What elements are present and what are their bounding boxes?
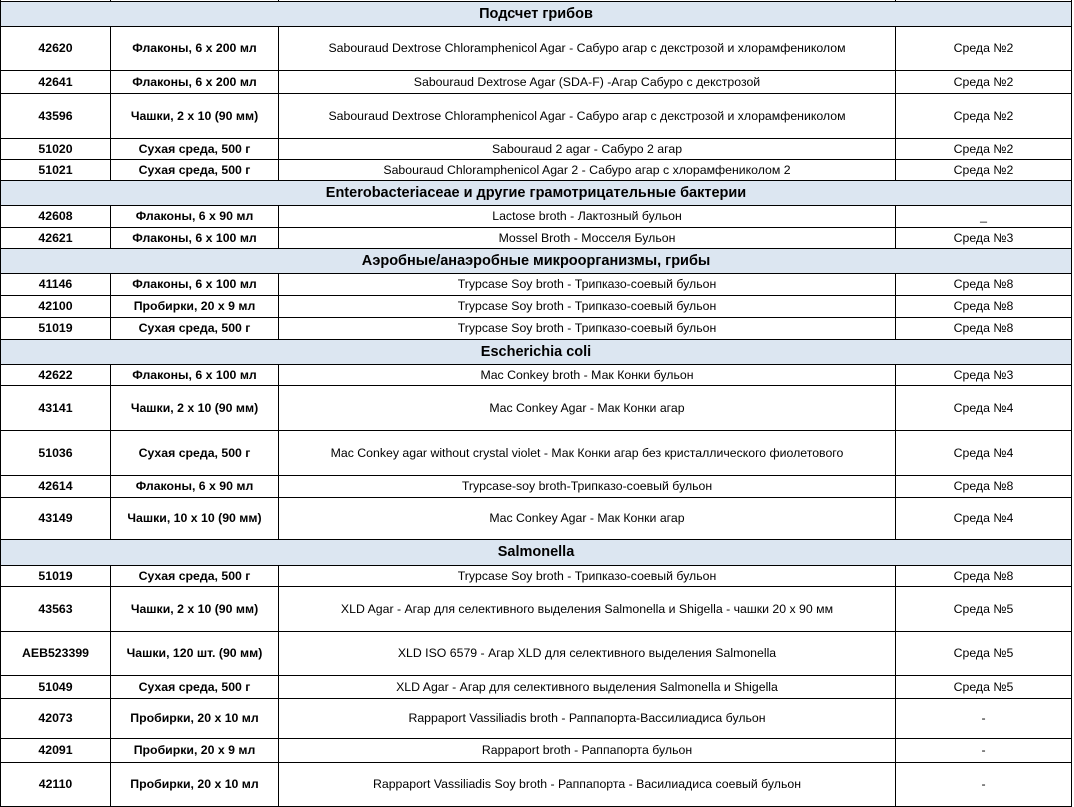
product-name: Sabouraud Dextrose Chloramphenicol Agar - Сабуро агар с декстрозой и хлорамфениколом (279, 93, 896, 138)
product-name: Trypcase Soy broth - Трипказо-соевый бульон (279, 317, 896, 339)
product-name: XLD Agar - Агар для селективного выделения Salmonella и Shigella (279, 675, 896, 698)
section-header (1, 1, 1072, 26)
table-row (1, 159, 1072, 180)
section-title: Аэробные/анаэробные микроорганизмы, грибы (1, 248, 1072, 273)
product-name: Sabouraud 2 agar - Сабуро 2 агар (279, 138, 896, 159)
medium-number: Среда №2 (896, 26, 1072, 70)
table-row (1, 295, 1072, 317)
table-row (1, 93, 1072, 138)
medium-number: _ (896, 205, 1072, 227)
section-title: Enterobacteriaceae и другие грамотрицательные бактерии (1, 180, 1072, 205)
table-row (1, 385, 1072, 430)
medium-number: - (896, 738, 1072, 762)
medium-number: Среда №8 (896, 565, 1072, 586)
section-title: Подсчет грибов (1, 1, 1072, 26)
packaging: Сухая среда, 500 г (111, 317, 279, 339)
product-name: Trypcase Soy broth - Трипказо-соевый бульон (279, 565, 896, 586)
product-code: 43149 (1, 497, 111, 539)
table-row (1, 364, 1072, 385)
medium-number: Среда №2 (896, 159, 1072, 180)
table-row (1, 631, 1072, 675)
product-name: Mac Conkey Agar - Мак Конки агар (279, 385, 896, 430)
table-row (1, 26, 1072, 70)
section-header (1, 248, 1072, 273)
packaging: Флаконы, 6 x 90 мл (111, 475, 279, 497)
product-code: 42620 (1, 26, 111, 70)
medium-number: Среда №8 (896, 475, 1072, 497)
packaging: Флаконы, 6 x 200 мл (111, 70, 279, 93)
product-code: 51019 (1, 317, 111, 339)
product-code: 51019 (1, 565, 111, 586)
product-name: Mac Conkey Agar - Мак Конки агар (279, 497, 896, 539)
product-code: 42614 (1, 475, 111, 497)
section-header (1, 180, 1072, 205)
packaging: Чашки, 2 x 10 (90 мм) (111, 385, 279, 430)
product-name: Rappaport Vassiliadis broth - Раппапорта-Вассилиадиса бульон (279, 698, 896, 738)
packaging: Флаконы, 6 x 90 мл (111, 205, 279, 227)
medium-number: Среда №4 (896, 497, 1072, 539)
product-name: Rappaport Vassiliadis Soy broth - Раппапорта - Василиадиса соевый бульон (279, 762, 896, 806)
medium-number: Среда №8 (896, 317, 1072, 339)
packaging: Чашки, 10 x 10 (90 мм) (111, 497, 279, 539)
packaging: Сухая среда, 500 г (111, 138, 279, 159)
product-name: Sabouraud Dextrose Agar (SDA-F) -Агар Сабуро с декстрозой (279, 70, 896, 93)
product-name: Sabouraud Dextrose Chloramphenicol Agar - Сабуро агар с декстрозой и хлорамфениколом (279, 26, 896, 70)
product-code: 42621 (1, 227, 111, 248)
medium-number: Среда №4 (896, 385, 1072, 430)
product-code: 42622 (1, 364, 111, 385)
product-name: Mossel Broth - Мосселя Бульон (279, 227, 896, 248)
packaging: Флаконы, 6 x 200 мл (111, 26, 279, 70)
table-row (1, 738, 1072, 762)
medium-number: Среда №2 (896, 138, 1072, 159)
product-code: 51020 (1, 138, 111, 159)
packaging: Флаконы, 6 x 100 мл (111, 273, 279, 295)
medium-number: Среда №8 (896, 295, 1072, 317)
table-row (1, 698, 1072, 738)
product-name: Lactose broth - Лактозный бульон (279, 205, 896, 227)
product-name: Mac Conkey broth - Мак Конки бульон (279, 364, 896, 385)
table-row (1, 317, 1072, 339)
table-row (1, 430, 1072, 475)
product-name: Rappaport broth - Раппапорта бульон (279, 738, 896, 762)
table-row (1, 762, 1072, 806)
product-name: Trypcase Soy broth - Трипказо-соевый бульон (279, 273, 896, 295)
product-name: Trypcase-soy broth-Трипказо-соевый бульон (279, 475, 896, 497)
product-code: 51036 (1, 430, 111, 475)
product-name: Trypcase Soy broth - Трипказо-соевый бульон (279, 295, 896, 317)
packaging: Сухая среда, 500 г (111, 430, 279, 475)
packaging: Пробирки, 20 x 9 мл (111, 295, 279, 317)
table-row (1, 565, 1072, 586)
product-code: 51049 (1, 675, 111, 698)
product-name: XLD Agar - Агар для селективного выделения Salmonella и Shigella - чашки 20 х 90 мм (279, 586, 896, 631)
packaging: Флаконы, 6 x 100 мл (111, 364, 279, 385)
table-row (1, 70, 1072, 93)
section-header (1, 339, 1072, 364)
packaging: Пробирки, 20 x 9 мл (111, 738, 279, 762)
medium-number: Среда №5 (896, 586, 1072, 631)
product-code: 51021 (1, 159, 111, 180)
table-row (1, 675, 1072, 698)
medium-number: Среда №3 (896, 227, 1072, 248)
medium-number: Среда №3 (896, 364, 1072, 385)
medium-number: Среда №5 (896, 675, 1072, 698)
table-row (1, 273, 1072, 295)
medium-number: Среда №2 (896, 70, 1072, 93)
table-row (1, 475, 1072, 497)
packaging: Флаконы, 6 x 100 мл (111, 227, 279, 248)
product-code: 43596 (1, 93, 111, 138)
medium-number: - (896, 698, 1072, 738)
product-code: 42091 (1, 738, 111, 762)
product-code: 41146 (1, 273, 111, 295)
product-name: Sabouraud Chloramphenicol Agar 2 - Сабуро агар с хлорамфениколом 2 (279, 159, 896, 180)
section-title: Salmonella (1, 539, 1072, 565)
packaging: Пробирки, 20 x 10 мл (111, 698, 279, 738)
packaging: Сухая среда, 500 г (111, 159, 279, 180)
packaging: Чашки, 120 шт. (90 мм) (111, 631, 279, 675)
table-row (1, 586, 1072, 631)
packaging: Сухая среда, 500 г (111, 565, 279, 586)
medium-number: Среда №2 (896, 93, 1072, 138)
packaging: Пробирки, 20 x 10 мл (111, 762, 279, 806)
table-row (1, 205, 1072, 227)
medium-number: - (896, 762, 1072, 806)
product-code: 43563 (1, 586, 111, 631)
medium-number: Среда №8 (896, 273, 1072, 295)
product-name: XLD ISO 6579 - Агар XLD для селективного выделения Salmonella (279, 631, 896, 675)
product-code: 42641 (1, 70, 111, 93)
table-row (1, 138, 1072, 159)
packaging: Чашки, 2 x 10 (90 мм) (111, 586, 279, 631)
product-name: Mac Conkey agar without crystal violet - Мак Конки агар без кристаллического фиолетового (279, 430, 896, 475)
product-code: 43141 (1, 385, 111, 430)
table-row (1, 227, 1072, 248)
packaging: Чашки, 2 x 10 (90 мм) (111, 93, 279, 138)
product-code: 42073 (1, 698, 111, 738)
table-row (1, 497, 1072, 539)
product-code: 42608 (1, 205, 111, 227)
product-code: 42100 (1, 295, 111, 317)
section-title: Escherichia coli (1, 339, 1072, 364)
medium-number: Среда №5 (896, 631, 1072, 675)
packaging: Сухая среда, 500 г (111, 675, 279, 698)
product-code: AEB523399 (1, 631, 111, 675)
product-code: 42110 (1, 762, 111, 806)
section-header (1, 539, 1072, 565)
medium-number: Среда №4 (896, 430, 1072, 475)
